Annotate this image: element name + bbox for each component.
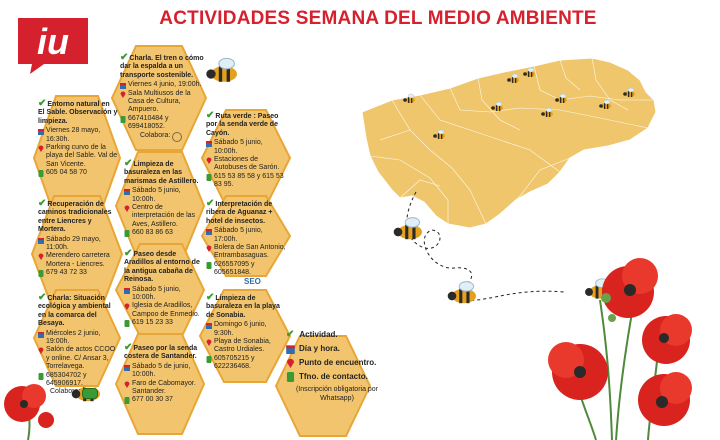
- activity-phone: 605705215 y 622236468.: [214, 354, 255, 371]
- phone-icon: [120, 116, 126, 123]
- calendar-icon: [124, 287, 130, 294]
- calendar-icon: [38, 128, 44, 135]
- activity-title: Entorno natural en El Sable. Observación y limpieza.: [38, 101, 118, 125]
- map-pin-icon: [124, 205, 130, 212]
- phone-icon: [124, 230, 130, 237]
- activity-date: Sábado 5 de junio, 10:00h.: [132, 362, 191, 379]
- map-pin-icon: [206, 157, 212, 164]
- collaborator-label: Colabora:: [50, 388, 81, 396]
- checkmark-icon: ✔: [286, 329, 295, 340]
- calendar-icon: [120, 82, 126, 89]
- activity-card: [206, 112, 286, 190]
- activity-date: Sábado 29 mayo, 11:00h.: [46, 235, 101, 252]
- checkmark-icon: ✔: [38, 198, 47, 209]
- map-pin-icon: [38, 347, 44, 354]
- legend: [286, 330, 388, 403]
- collaborator-logo: [172, 132, 182, 142]
- activity-card: [38, 100, 118, 178]
- activity-phone: 667410484 y 699418052.: [128, 114, 169, 131]
- legend-note: (Inscripción obligatoria por Whatsapp): [295, 386, 379, 402]
- activity-place: Playa de Sonabia, Castro Urdiales.: [214, 338, 271, 354]
- phone-icon: [38, 270, 44, 277]
- activity-place: Faro de Cabomayor. Santander.: [132, 379, 196, 396]
- activity-title: Charla: Situación ecológica y ambiental en la comarca del Besaya.: [38, 295, 111, 328]
- activity-card: [38, 294, 118, 399]
- checkmark-icon: ✔: [206, 110, 215, 121]
- map-pin-icon: [206, 245, 212, 252]
- activity-title: Limpieza de basuraleza en la playa de Sonabia.: [206, 295, 280, 319]
- activity-title: Paseo por la senda costera de Santander.: [124, 345, 198, 361]
- checkmark-icon: ✔: [120, 52, 129, 63]
- checkmark-icon: ✔: [124, 342, 133, 353]
- activity-phone: 605 04 58 70: [46, 169, 87, 177]
- calendar-icon: [286, 344, 295, 354]
- activity-title: Interpretación de ribera de Aguanaz + hotel de insectos.: [206, 201, 273, 225]
- map-pin-icon: [124, 303, 130, 310]
- activity-card: [124, 160, 202, 238]
- map-pin-icon: [38, 145, 44, 152]
- phone-icon: [38, 170, 44, 177]
- calendar-icon: [124, 364, 130, 371]
- activity-phone: 626557095 y 605651848.: [214, 260, 255, 277]
- activity-place: Salón de actos CCOO y online. C/ Ansar 3, Torrelavega.: [46, 346, 116, 371]
- map-pin-icon: [120, 91, 126, 98]
- checkmark-icon: ✔: [124, 158, 133, 169]
- map-pin-icon: [286, 358, 295, 368]
- calendar-icon: [206, 140, 212, 147]
- activity-phone: 685304702 y 645906917.: [46, 371, 87, 388]
- map-pin-icon: [38, 253, 44, 260]
- activity-place: Centro de interpretación de las Aves, Astillero.: [132, 204, 196, 228]
- activity-date: Sábado 5 junio, 17:00h.: [214, 227, 263, 243]
- legend-phone: Tfno. de contacto.: [299, 372, 368, 381]
- collaborator-logo: SEO: [244, 276, 261, 286]
- phone-icon: [206, 356, 212, 363]
- activity-phone: 619 15 23 33: [132, 319, 173, 327]
- activity-date: Viernes 4 junio, 19:00h.: [128, 81, 202, 89]
- activity-card: [124, 250, 204, 328]
- checkmark-icon: ✔: [38, 98, 47, 109]
- page-title: ACTIVIDADES SEMANA DEL MEDIO AMBIENTE: [159, 8, 597, 29]
- phone-icon: [206, 174, 212, 181]
- activity-date: Domingo 6 junio, 9:30h.: [214, 321, 267, 337]
- calendar-icon: [206, 228, 212, 235]
- map-pin-icon: [124, 381, 130, 388]
- collaborator-logo: [82, 388, 98, 399]
- activity-title: Recuperación de caminos tradicionales entre Liencres y Mortera.: [38, 201, 112, 234]
- legend-meeting: Punto de encuentro.: [299, 358, 377, 367]
- activity-place: Merendero carretera Mortera - Liencres.: [46, 252, 110, 268]
- phone-icon: [124, 320, 130, 327]
- activity-card: [120, 54, 206, 142]
- activity-date: Viernes 28 mayo, 16:30h.: [46, 127, 101, 143]
- activity-title: Limpieza de basuraleza en las marismas de Astillero.: [124, 161, 199, 185]
- activity-place: Parking curvo de la playa del Sable. Val de San Vicente.: [46, 144, 118, 168]
- activity-phone: 660 83 86 63: [132, 229, 173, 237]
- activity-title: Paseo desde Aradillos al entorno de la antigua cabaña de Reinosa.: [124, 251, 200, 284]
- checkmark-icon: ✔: [124, 248, 133, 259]
- phone-icon: [38, 373, 44, 380]
- legend-datetime: Día y hora.: [299, 344, 340, 353]
- legend-activity: Actividad.: [299, 330, 338, 339]
- activity-card: [206, 200, 286, 286]
- activity-phone: 615 53 85 58 y 615 53 83 95.: [214, 172, 284, 189]
- activity-place: Estaciones de Autobuses de Sarón.: [214, 156, 280, 172]
- phone-icon: [286, 372, 295, 382]
- calendar-icon: [206, 322, 212, 329]
- activity-date: Miércoles 2 junio, 19:00h.: [46, 329, 101, 346]
- checkmark-icon: ✔: [206, 198, 215, 209]
- logo-text: iu: [37, 21, 69, 62]
- activity-place: Sala Multiusos de la Casa de Cultura, Ampuero.: [128, 89, 191, 114]
- activity-title: Ruta verde : Paseo por la senda verde de Cayón.: [206, 113, 279, 137]
- activity-card: [206, 294, 286, 372]
- calendar-icon: [38, 331, 44, 338]
- activity-card: [124, 344, 202, 405]
- activity-date: Sábado 5 junio, 10:00h.: [132, 187, 181, 203]
- activity-date: Sábado 5 junio, 10:00h.: [132, 285, 181, 302]
- activity-phone: 679 43 72 33: [46, 269, 87, 277]
- activity-phone: 677 00 30 37: [132, 396, 173, 404]
- calendar-icon: [38, 237, 44, 244]
- checkmark-icon: ✔: [38, 292, 47, 303]
- map-pin-icon: [206, 339, 212, 346]
- activity-place: Bolera de San Antonio, Entrambasaguas.: [214, 244, 286, 260]
- calendar-icon: [124, 188, 130, 195]
- activity-card: [38, 200, 118, 278]
- checkmark-icon: ✔: [206, 292, 215, 303]
- collaborator-label: Colabora:: [140, 131, 171, 139]
- activity-place: Iglesia de Aradillos, Campoo de Enmedio.: [132, 302, 200, 318]
- activity-date: Sábado 5 junio, 10:00h.: [214, 139, 263, 155]
- phone-icon: [206, 262, 212, 269]
- activity-title: Charla. El tren o cómo dar la espalda a un transporte sostenible.: [120, 55, 204, 79]
- phone-icon: [124, 397, 130, 404]
